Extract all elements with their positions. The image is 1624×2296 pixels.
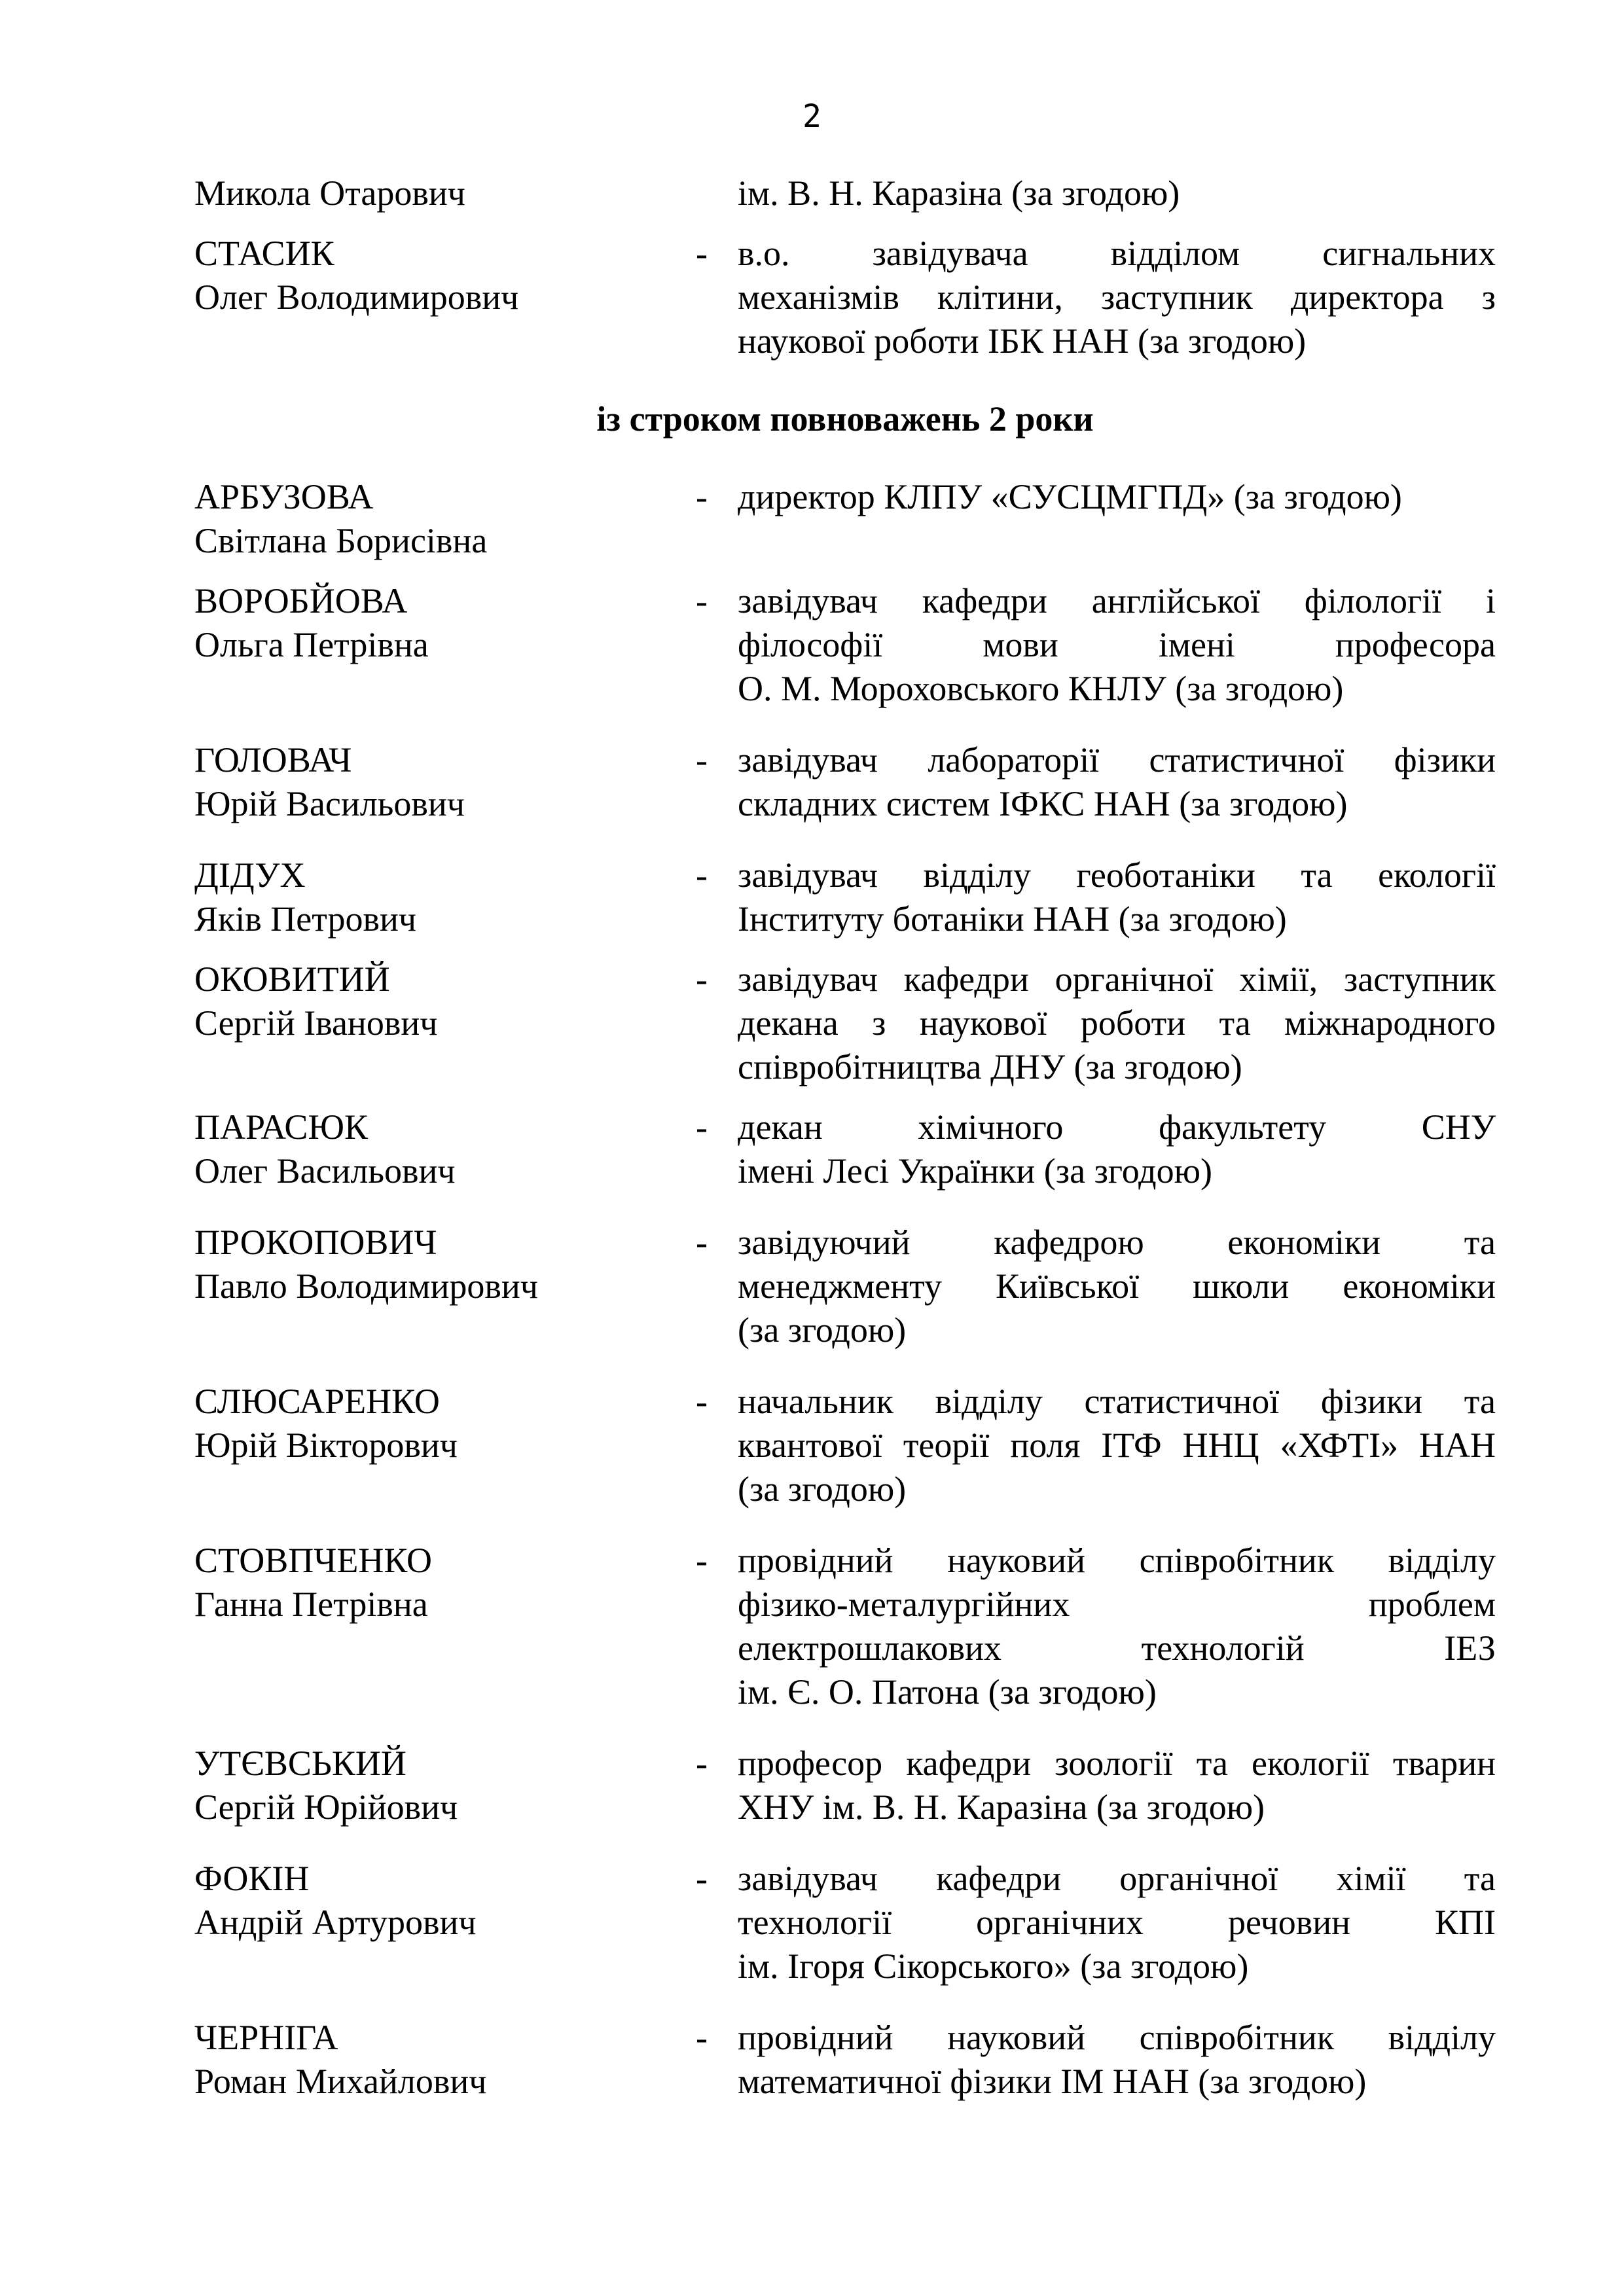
member-name <box>194 171 672 215</box>
member-position <box>731 1380 1496 1511</box>
member-surname: ФОКІН <box>194 1859 310 1898</box>
position-line: електрошлакових технологій ІЕЗ <box>738 1628 1496 1668</box>
separator-dash: - <box>696 1859 708 1898</box>
section-heading: із строком повноважень 2 роки <box>596 399 1094 439</box>
member-name <box>194 1105 672 1193</box>
position-line: філософії мови імені професора <box>738 625 1496 664</box>
position-line: завідуючий кафедрою економіки та <box>738 1223 1496 1262</box>
separator-dash <box>672 171 731 215</box>
position-line: провідний науковий співробітник відділу <box>738 2018 1496 2057</box>
member-row <box>194 958 1496 1089</box>
member-row <box>194 738 1496 826</box>
member-name <box>194 1380 672 1511</box>
member-surname: ЧЕРНІГА <box>194 2018 338 2057</box>
position-line: директор КЛПУ «СУСЦМГПД» (за згодою) <box>738 477 1402 516</box>
member-position <box>731 1539 1496 1714</box>
member-surname: АРБУЗОВА <box>194 477 374 516</box>
member-row <box>194 853 1496 941</box>
position-line: менеджменту Київської школи економіки <box>738 1266 1496 1306</box>
member-surname: ПАРАСЮК <box>194 1107 368 1147</box>
position-line: провідний науковий співробітник відділу <box>738 1541 1496 1580</box>
member-given-name: Андрій Артурович <box>194 1903 477 1942</box>
member-surname: УТЄВСЬКИЙ <box>194 1744 406 1783</box>
member-given-name: Олег Володимирович <box>194 278 519 317</box>
position-line: завідувач кафедри англійської філології і <box>738 581 1496 620</box>
member-name <box>194 853 672 941</box>
member-surname: ПРОКОПОВИЧ <box>194 1223 437 1262</box>
member-given-name: Юрій Васильович <box>194 784 465 823</box>
member-row <box>194 1742 1496 1829</box>
position-line: в.о. завідувача відділом сигнальних <box>738 234 1496 273</box>
member-surname: СЛЮСАРЕНКО <box>194 1382 440 1421</box>
member-name <box>194 1857 672 1988</box>
member-position <box>731 232 1496 363</box>
member-given-name: Роман Михайлович <box>194 2062 487 2101</box>
position-line: завідувач відділу геоботаніки та екології <box>738 855 1496 895</box>
member-position <box>731 1221 1496 1352</box>
member-list <box>194 475 1496 2104</box>
member-surname: ДІДУХ <box>194 855 306 895</box>
position-line: професор кафедри зоології та екології тварин <box>738 1744 1496 1783</box>
position-line: декан хімічного факультету СНУ <box>738 1107 1496 1147</box>
member-row <box>194 232 1496 363</box>
member-row <box>194 1857 1496 1988</box>
separator-dash: - <box>696 1744 708 1783</box>
member-given-name: Микола Отарович <box>194 173 465 213</box>
position-line: завідувач лабораторії статистичної фізики <box>738 740 1496 780</box>
position-line: ім. Ігоря Сікорського» (за згодою) <box>738 1946 1249 1986</box>
position-line: ім. В. Н. Каразіна (за згодою) <box>738 173 1180 213</box>
member-given-name: Олег Васильович <box>194 1151 456 1191</box>
position-line: імені Лесі Українки (за згодою) <box>738 1151 1212 1191</box>
separator-dash: - <box>696 740 708 780</box>
member-name <box>194 738 672 826</box>
member-row <box>194 2016 1496 2104</box>
position-line: О. М. Мороховського КНЛУ (за згодою) <box>738 669 1344 708</box>
separator-dash: - <box>696 477 708 516</box>
position-line: начальник відділу статистичної фізики та <box>738 1382 1496 1421</box>
separator-dash: - <box>696 1382 708 1421</box>
separator-dash: - <box>696 960 708 999</box>
member-surname: ВОРОБЙОВА <box>194 581 408 620</box>
member-name <box>194 1742 672 1829</box>
position-line: декана з наукової роботи та міжнародного <box>738 1003 1496 1043</box>
member-given-name: Сергій Юрійович <box>194 1787 458 1827</box>
position-line: ім. Є. О. Патона (за згодою) <box>738 1672 1157 1712</box>
member-surname: ОКОВИТИЙ <box>194 960 390 999</box>
position-line: квантової теорії поля ІТФ ННЦ «ХФТІ» НАН <box>738 1426 1496 1465</box>
member-given-name: Павло Володимирович <box>194 1266 538 1306</box>
separator-dash: - <box>696 2018 708 2057</box>
member-name <box>194 232 672 363</box>
member-position <box>731 171 1496 215</box>
position-line: співробітництва ДНУ (за згодою) <box>738 1047 1242 1086</box>
member-position <box>731 579 1496 711</box>
separator-dash: - <box>696 1223 708 1262</box>
member-position <box>731 1742 1496 1829</box>
position-line: завідувач кафедри органічної хімії та <box>738 1859 1496 1898</box>
member-position <box>731 738 1496 826</box>
member-name <box>194 475 672 563</box>
member-given-name: Світлана Борисівна <box>194 521 488 560</box>
member-position <box>731 2016 1496 2104</box>
member-position <box>731 1857 1496 1988</box>
member-surname: ГОЛОВАЧ <box>194 740 352 780</box>
member-name <box>194 958 672 1089</box>
position-line: складних систем ІФКС НАН (за згодою) <box>738 784 1348 823</box>
separator-dash: - <box>696 234 708 273</box>
member-row <box>194 1105 1496 1193</box>
position-line: математичної фізики ІМ НАН (за згодою) <box>738 2062 1367 2101</box>
position-line: ХНУ ім. В. Н. Каразіна (за згодою) <box>738 1787 1265 1827</box>
member-position <box>731 853 1496 941</box>
position-line: механізмів клітини, заступник директора з <box>738 278 1496 317</box>
member-row <box>194 475 1496 563</box>
separator-dash: - <box>696 1541 708 1580</box>
member-row <box>194 171 1496 215</box>
position-line: наукової роботи ІБК НАН (за згодою) <box>738 321 1307 361</box>
member-given-name: Сергій Іванович <box>194 1003 438 1043</box>
member-row <box>194 1539 1496 1714</box>
member-row <box>194 579 1496 711</box>
separator-dash: - <box>696 581 708 620</box>
member-name <box>194 1221 672 1352</box>
separator-dash: - <box>696 855 708 895</box>
position-line: (за згодою) <box>738 1469 907 1509</box>
member-position <box>731 1105 1496 1193</box>
position-line: технології органічних речовин КПІ <box>738 1903 1496 1942</box>
member-surname: СТАСИК <box>194 234 334 273</box>
document-body <box>194 171 1496 2104</box>
member-given-name: Ольга Петрівна <box>194 625 429 664</box>
page-number: 2 <box>803 98 821 135</box>
member-surname: СТОВПЧЕНКО <box>194 1541 433 1580</box>
member-row <box>194 1380 1496 1511</box>
position-line: фізико-металургійних проблем <box>738 1585 1496 1624</box>
member-position <box>731 475 1496 563</box>
position-line: Інституту ботаніки НАН (за згодою) <box>738 899 1287 939</box>
position-line: завідувач кафедри органічної хімії, заступник <box>738 960 1496 999</box>
member-given-name: Юрій Вікторович <box>194 1426 458 1465</box>
member-given-name: Ганна Петрівна <box>194 1585 428 1624</box>
member-row <box>194 1221 1496 1352</box>
member-position <box>731 958 1496 1089</box>
member-name <box>194 1539 672 1714</box>
member-name <box>194 579 672 711</box>
member-given-name: Яків Петрович <box>194 899 417 939</box>
position-line: (за згодою) <box>738 1310 907 1350</box>
separator-dash: - <box>696 1107 708 1147</box>
member-name <box>194 2016 672 2104</box>
